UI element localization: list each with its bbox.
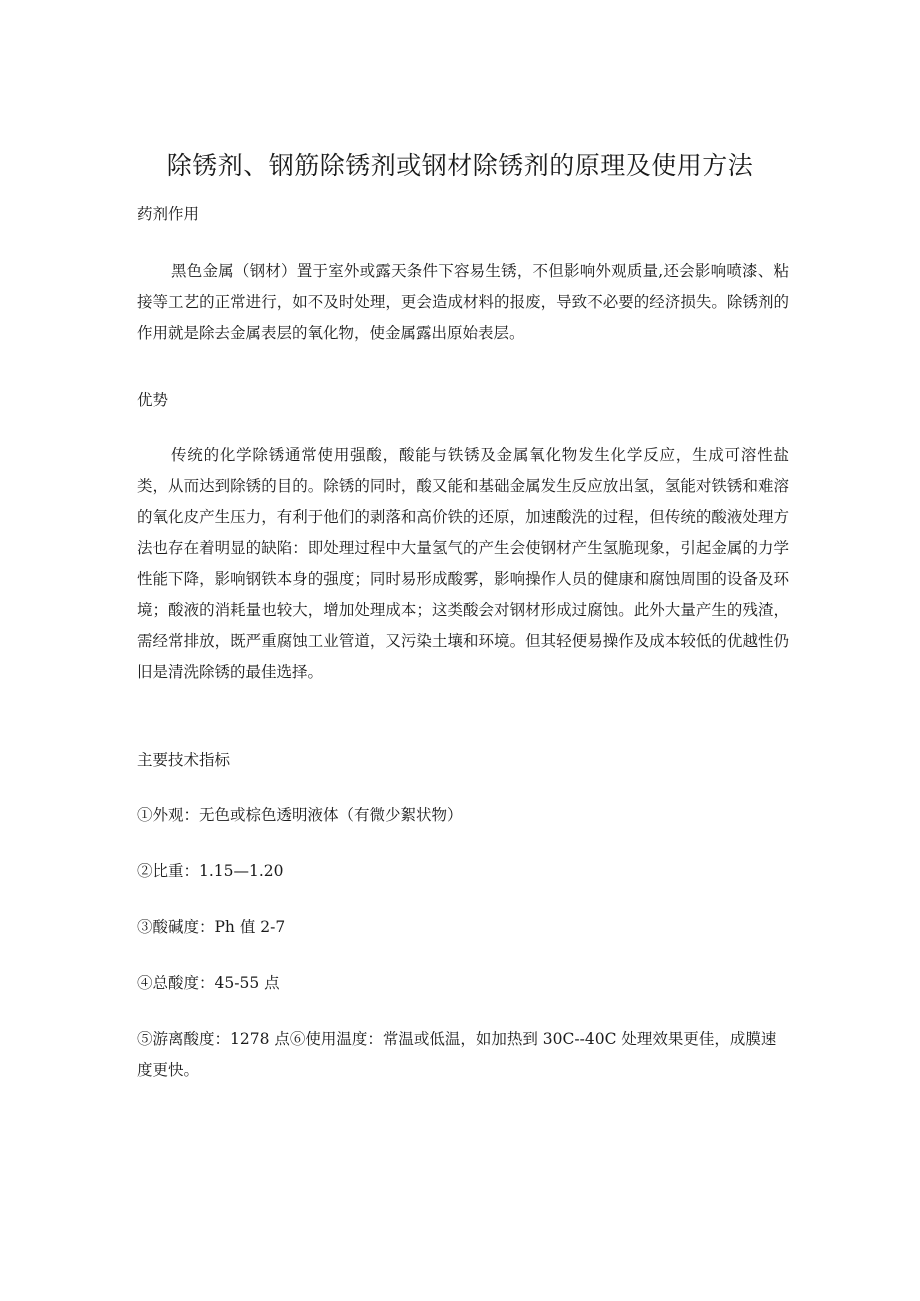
spec-item-ph: ③酸碱度：Ph 值 2-7 — [137, 918, 286, 936]
section-heading-advantages: 优势 — [137, 391, 169, 409]
section-body-function: 黑色金属（钢材）置于室外或露天条件下容易生锈，不但影响外观质量,还会影响喷漆、粘接等工艺的正常进行，如不及时处理，更会造成材料的报废，导致不必要的经济损失。除锈剂的作用就是除去金属表层的氧化物，使金属露出原始表层。 — [137, 262, 789, 342]
spec-item-total-acidity: ④总酸度：45-55 点 — [137, 974, 280, 992]
spec-item-free-acidity-temperature: ⑤游离酸度：1278 点⑥使用温度：常温或低温，如加热到 30C--40C 处理效果更佳，成膜速度更快。 — [137, 1030, 777, 1079]
spec-item-specific-gravity: ②比重：1.15—1.20 — [137, 862, 284, 880]
document-title: 除锈剂、钢筋除锈剂或钢材除锈剂的原理及使用方法 — [166, 151, 754, 180]
spec-item-appearance: ①外观：无色或棕色透明液体（有微少絮状物） — [137, 806, 463, 824]
section-heading-specs: 主要技术指标 — [137, 751, 231, 769]
section-body-advantages: 传统的化学除锈通常使用强酸，酸能与铁锈及金属氧化物发生化学反应，生成可溶性盐类，从而达到除锈的目的。除锈的同时，酸又能和基础金属发生反应放出氢，氢能对铁锈和难溶的氧化皮产生压力，有利于他们的剥落和高价铁的还原，加速酸洗的过程，但传统的酸液处理方法也存在着明显的缺陷：即处理过程中大量氢气的产生会使钢材产生氢脆现象，引起金属的力学性能下降，影响钢铁本身的强度；同时易形成酸雾，影响操作人员的健康和腐蚀周围的设备及环境；酸液的消耗量也较大，增加处理成本；这类酸会对钢材形成过腐蚀。此外大量产生的残渣，需经常排放，既严重腐蚀工业管道，又污染土壤和环境。但其轻便易操作及成本较低的优越性仍旧是清洗除锈的最佳选择。 — [137, 446, 789, 681]
section-heading-function: 药剂作用 — [137, 205, 200, 223]
